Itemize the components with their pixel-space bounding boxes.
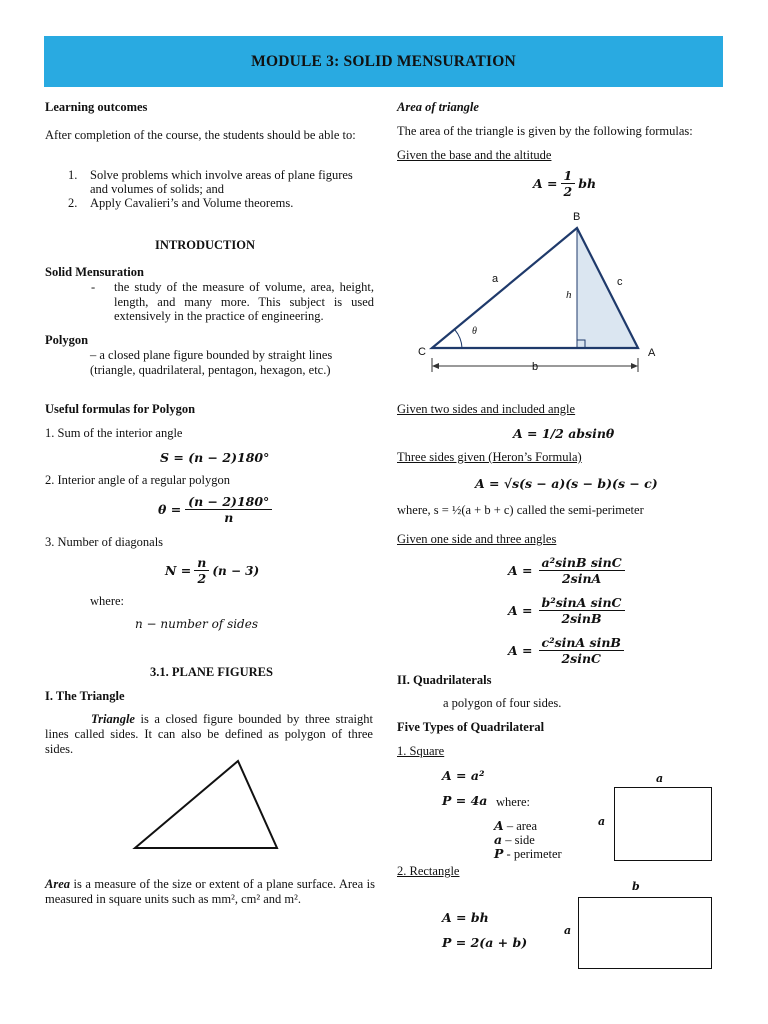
rectangle-area-formula: A = bh [442, 910, 489, 925]
triangle-term: Triangle [91, 712, 135, 726]
formula-3-label: 3. Number of diagonals [45, 535, 164, 549]
legend-symbol: a [494, 832, 503, 847]
formula-2-lhs: θ = [158, 502, 182, 517]
formula-sine-denominator: 2sinC [561, 651, 602, 666]
quadrilaterals-heading: II. Quadrilaterals [397, 673, 492, 687]
quadrilateral-definition: a polygon of four sides. [443, 696, 562, 710]
legend-text: – side [502, 833, 535, 847]
side-b-label: b [532, 361, 539, 373]
formula-base-altitude [533, 168, 596, 199]
rectangle-perimeter-formula: P = 2(a + b) [442, 935, 528, 950]
triangle-illustration [130, 758, 280, 853]
formula-3-diagonals [165, 555, 259, 586]
formula-3-denominator: 2 [197, 571, 207, 586]
legend-text: - perimeter [503, 847, 562, 861]
outcome-text: Solve problems which involve areas of plane figures and volumes of solids; and [90, 168, 353, 196]
theta-label: θ [472, 326, 477, 337]
half-numerator: 1 [561, 168, 576, 184]
learning-outcomes-heading: Learning outcomes [45, 100, 148, 114]
formula-2-interior-angle [158, 494, 272, 525]
five-types-heading: Five Types of Quadrilateral [397, 720, 545, 734]
square-where-label: where: [496, 795, 531, 809]
triangle-shape [135, 761, 277, 848]
case-base-altitude-label: Given the base and the altitude [397, 148, 552, 162]
introduction-heading: INTRODUCTION [155, 238, 256, 252]
square-left-side-label: a [598, 815, 606, 828]
formula-sine-lhs: A = [508, 603, 533, 618]
arrowhead-left [432, 363, 439, 369]
case-herons-label: Three sides given (Heron’s Formula) [397, 450, 582, 464]
legend-item [494, 847, 562, 861]
formula-2-fraction [185, 494, 272, 525]
legend-symbol: P [494, 846, 504, 861]
n-definition: n − number of sides [135, 617, 258, 631]
case-one-side-label: Given one side and three angles [397, 532, 557, 546]
rectangle-shape [578, 897, 712, 969]
rectangle-top-side-label: b [632, 880, 640, 893]
area-term: Area [45, 877, 70, 891]
outcome-text: Apply Cavalieri’s and Volume theorems. [90, 196, 294, 210]
triangle-definition [45, 712, 373, 757]
formula-sine-fraction [539, 595, 625, 626]
formula-sine-c [508, 635, 624, 666]
rectangle-label: 2. Rectangle [397, 864, 460, 878]
formula-2-numerator: (n − 2)180° [185, 494, 272, 510]
formula-1-sum-interior: S = (n − 2)180° [160, 450, 270, 465]
rectangle-left-side-label: a [564, 924, 572, 937]
formula-sine-fraction [539, 555, 625, 586]
semi-perimeter-note: where, s = ½(a + b + c) called the semi-perimeter [397, 503, 644, 517]
outcome-number: 1. [68, 168, 78, 182]
vertex-b-label: B [573, 211, 581, 223]
height-label: h [566, 289, 572, 301]
formula-3-lhs: N = [165, 563, 192, 578]
solid-mensuration-term: Solid Mensuration [45, 265, 144, 279]
formula-sine-b [508, 595, 625, 626]
polygon-formulas-heading: Useful formulas for Polygon [45, 402, 196, 416]
formula-3-numerator: n [194, 555, 209, 571]
formula-base-altitude-lhs: A = [533, 176, 558, 191]
formula-sine-numerator: a²sinB sinC [539, 555, 625, 571]
plane-figures-heading: 3.1. PLANE FIGURES [150, 665, 273, 679]
formula-sine-numerator: b²sinA sinC [539, 595, 625, 611]
formula-two-sides: A = 1/2 absinθ [513, 426, 615, 441]
half-denominator: 2 [563, 184, 573, 199]
solid-mensuration-definition: the study of the measure of volume, area, height, length, and many more. This subject is used extensively in the practice of engineering. [114, 280, 374, 323]
legend-symbol: A [494, 818, 504, 833]
formula-2-label: 2. Interior angle of a regular polygon [45, 473, 231, 487]
module-title: MODULE 3: SOLID MENSURATION [251, 52, 516, 70]
outcome-list [68, 168, 368, 210]
legend-item [494, 819, 562, 833]
square-area-formula: A = a² [442, 768, 485, 783]
formula-3-rhs: (n − 3) [212, 563, 260, 578]
outcome-number: 2. [68, 196, 78, 210]
outcome-item [68, 168, 368, 196]
outcome-item [68, 196, 368, 210]
formula-3-fraction [194, 555, 209, 586]
formula-sine-lhs: A = [508, 643, 533, 658]
legend-item [494, 833, 562, 847]
where-label: where: [90, 594, 125, 608]
area-definition-text: is a measure of the size or extent of a plane surface. Area is measured in square units such as mm², cm² and m². [45, 877, 375, 906]
variable-legend [494, 819, 562, 861]
vertex-a-label: A [648, 347, 656, 359]
formula-sine-lhs: A = [508, 563, 533, 578]
formula-1-label: 1. Sum of the interior angle [45, 426, 183, 440]
square-top-side-label: a [656, 772, 664, 785]
side-c-label: c [617, 276, 623, 288]
square-perimeter-formula: P = 4a [442, 793, 488, 808]
area-of-triangle-intro: The area of the triangle is given by the following formulas: [397, 124, 693, 138]
triangle-area-diagram [410, 206, 660, 376]
formula-base-altitude-rhs: bh [578, 176, 597, 191]
formula-sine-fraction [539, 635, 624, 666]
formula-sine-denominator: 2sinB [561, 611, 602, 626]
formula-herons: A = √s(s − a)(s − b)(s − c) [475, 476, 658, 491]
case-two-sides-label: Given two sides and included angle [397, 402, 576, 416]
square-label: 1. Square [397, 744, 445, 758]
formula-2-denominator: n [224, 510, 234, 525]
solid-dash: - [91, 280, 96, 294]
polygon-term: Polygon [45, 333, 89, 347]
formula-half-fraction [561, 168, 576, 199]
formula-sine-a [508, 555, 625, 586]
area-definition [45, 877, 375, 906]
legend-text: – area [503, 819, 538, 833]
square-shape [614, 787, 712, 861]
area-of-triangle-heading: Area of triangle [397, 100, 479, 114]
triangle-definition-text: is a closed figure bounded by three straight lines called sides. It can also be defined as polygon of three sides. [45, 712, 373, 756]
formula-sine-numerator: c²sinA sinB [539, 635, 624, 651]
learning-intro: After completion of the course, the students should be able to: [45, 128, 356, 142]
polygon-definition: – a closed plane figure bounded by straight lines (triangle, quadrilateral, pentagon, hexagon, etc.) [90, 348, 333, 377]
arrowhead-right [631, 363, 638, 369]
formula-sine-denominator: 2sinA [561, 571, 602, 586]
vertex-c-label: C [418, 346, 426, 358]
side-a-label: a [492, 273, 499, 285]
triangle-section-heading: I. The Triangle [45, 689, 125, 703]
module-title-banner [44, 36, 723, 87]
angle-arc [455, 330, 462, 348]
